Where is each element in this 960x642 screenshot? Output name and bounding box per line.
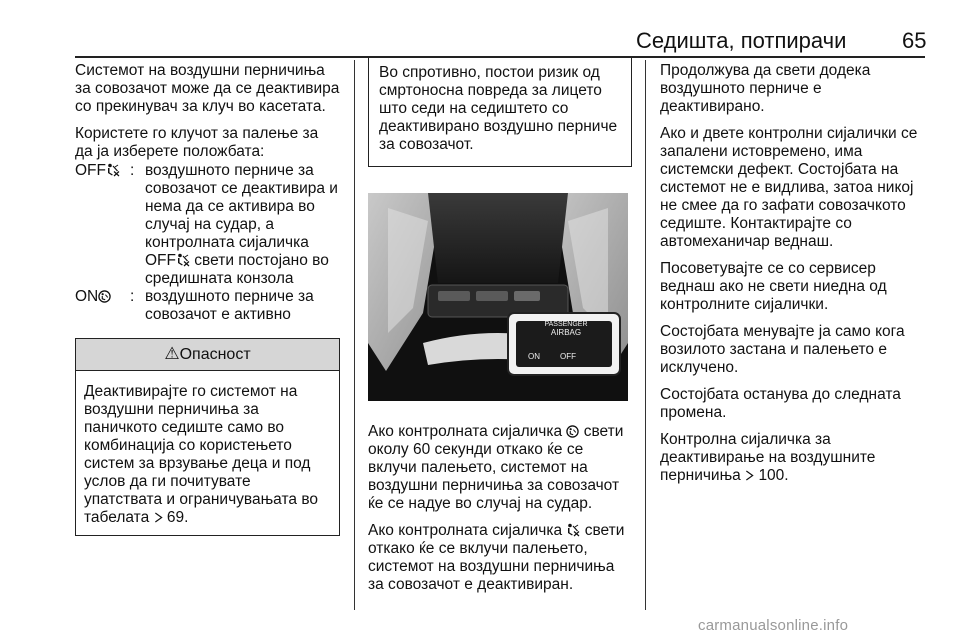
passenger-airbag-on-icon (98, 290, 111, 303)
paragraph: Состојбата останува до следната промена. (660, 386, 901, 421)
definition-desc: воздушното перниче за совозачот се деактивира и нема да се активира во случај на судар, а контролната сијаличка OFF свети постојано во средишната конзола (145, 162, 338, 287)
paragraph: Користете го клучот за палење за да ја изберете положбата: (75, 125, 319, 160)
definition-term: ON (75, 288, 111, 306)
paragraph: Контролна сијаличка за деактивирање на воздушните перничиња 100. (660, 431, 876, 484)
definition-off: OFF : воздушното перниче за совозачот се деактивира и нема да се активира во случај на судар, а контролната сијаличка OFF свети постојано во средишната конзола (75, 162, 340, 288)
warning-heading: ⚠Опасност (76, 339, 339, 371)
warning-body: Деактивирајте го системот на воздушни перничиња за паничкото седиште само во комбинација со користењето систем за врзување деца и под услов да ги почитувате упатствата и ограничувањата во табелата 69. (84, 383, 318, 526)
warning-box-continued: Во спротивно, постои ризик од смртоносна повреда за лицето што седи на седиштето со деактивирано воздушно перниче за совозачот. (368, 58, 632, 167)
overhead-console-illustration (368, 193, 628, 401)
passenger-airbag-off-icon (566, 523, 580, 537)
passenger-airbag-off-icon (106, 163, 120, 177)
definition-term: OFF (75, 162, 120, 180)
watermark: carmanualsonline.info (698, 617, 849, 634)
page-reference-icon (745, 470, 754, 481)
label-on: ON (528, 352, 540, 361)
paragraph: Ако и двете контролни сијалички се запалени истовремено, има системски дефект. Состојбата на системот не е видлива, затоа никој не смее да го зафати совозачкото седиште. Контактирајте со автомеханичар веднаш. (660, 125, 918, 250)
paragraph: Ако контролната сијаличка свети околу 60 секунди откако ќе се вклучи палењето, системот на воздушни перничиња за совозачот ќе се надуе во случај на судар. (368, 423, 624, 512)
column-left (75, 62, 340, 536)
column-divider (645, 60, 646, 610)
paragraph: Ако контролната сијаличка свети откако ќе се вклучи палењето, системот на воздушни перничиња за совозачот е деактивиран. (368, 522, 625, 593)
airbag-label-panel: PASSENGER AIRBAG (544, 321, 588, 337)
passenger-airbag-on-icon (566, 425, 579, 438)
column-divider (354, 60, 355, 610)
label-off: OFF (560, 352, 576, 361)
page-number: 65 (902, 28, 927, 53)
paragraph: Посоветувајте се со сервисер веднаш ако не свети ниедна од контролните сијалички. (660, 260, 887, 313)
passenger-airbag-off-icon (176, 253, 190, 267)
definition-list (75, 162, 340, 324)
paragraph: Продолжува да свети додека воздушното перниче е деактивирано. (660, 62, 871, 115)
page-reference-icon (154, 512, 163, 523)
warning-box (75, 338, 340, 536)
column-right (660, 62, 928, 494)
page-title: Седишта, потпирачи (636, 28, 847, 53)
warning-triangle-icon: ⚠ (164, 344, 180, 363)
column-middle (368, 58, 632, 603)
definition-on: ON : воздушното перниче за совозачот е активно (75, 288, 340, 324)
paragraph: Системот на воздушни перничиња за совозачот може да се деактивира со прекинувач за клуч во касетата. (75, 62, 340, 115)
definition-desc: воздушното перниче за совозачот е активно (145, 288, 314, 323)
paragraph: Состојбата менувајте ја само кога возилото застана и палењето е исклучено. (660, 323, 905, 376)
airbag-indicator-photo (368, 193, 628, 401)
